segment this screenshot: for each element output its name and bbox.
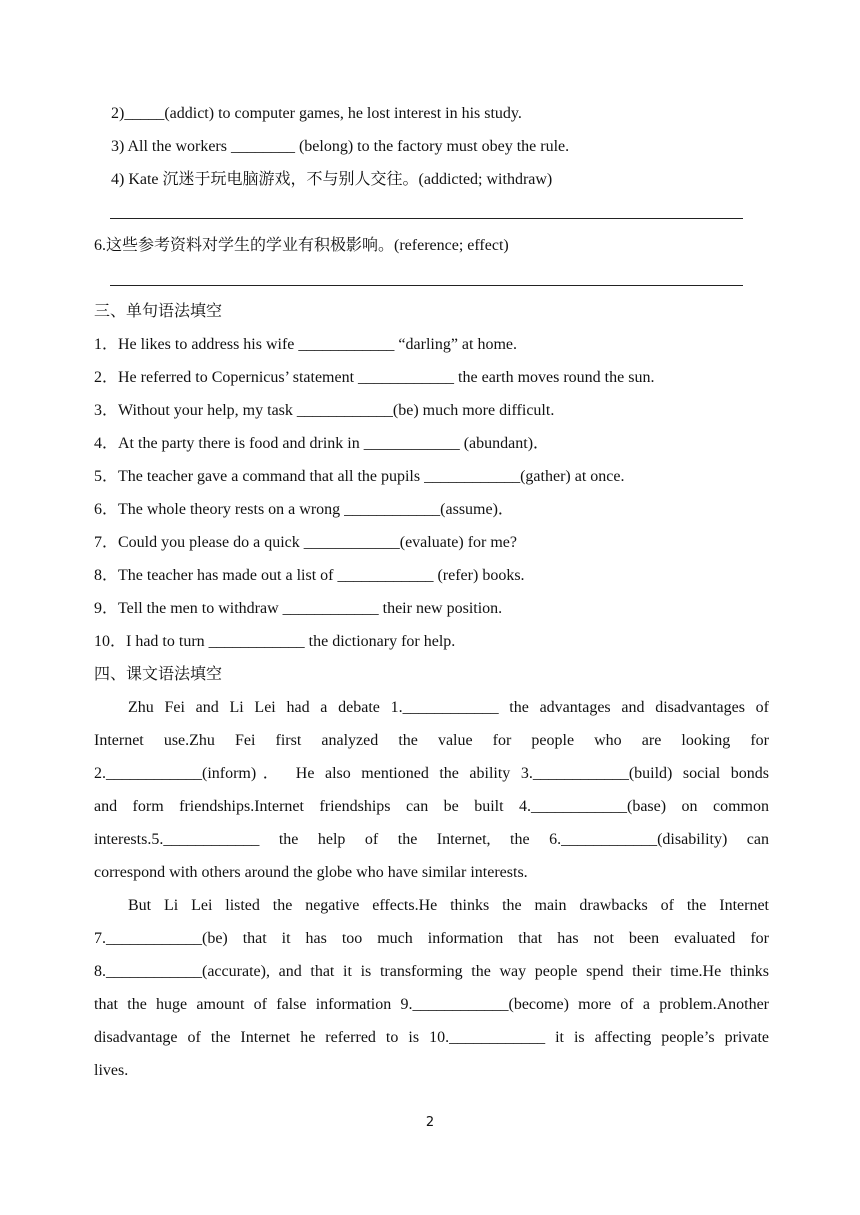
- fill-item-2: 2．He referred to Copernicus’ statement ____________ the earth moves round the sun.: [94, 369, 655, 386]
- fill-item-3: 3．Without your help, my task ____________(be) much more difficult.: [94, 402, 555, 419]
- page-number: 2: [425, 1115, 435, 1130]
- section-3-heading: 三、单句语法填空: [94, 303, 223, 320]
- fill-item-10: 10．I had to turn ____________ the dictionary for help.: [94, 633, 456, 650]
- exercise-item-2: 2)_____(addict) to computer games, he lost interest in his study.: [111, 105, 522, 122]
- passage-line: that the huge amount of false information 9.____________(become) more of a problem.Another: [94, 996, 769, 1013]
- exercise-item-4: 4) Kate 沉迷于玩电脑游戏，不与别人交往。(addicted; withdraw): [111, 171, 553, 188]
- passage-line: 7.____________(be) that it has too much information that has not been evaluated for: [94, 930, 769, 947]
- fill-item-4: 4．At the party there is food and drink in ____________ (abundant)．: [94, 435, 550, 452]
- passage-line: 2.____________(inform)． He also mentioned the ability 3.____________(build) social bonds: [94, 765, 769, 782]
- passage-line: But Li Lei listed the negative effects.He thinks the main drawbacks of the Internet: [128, 897, 769, 914]
- passage-line: correspond with others around the globe who have similar interests.: [94, 864, 528, 881]
- passage-line: interests.5.____________ the help of the Internet, the 6.____________(disability) can: [94, 831, 769, 848]
- fill-item-1: 1．He likes to address his wife ____________ “darling” at home.: [94, 336, 518, 353]
- passage-line: Zhu Fei and Li Lei had a debate 1.____________ the advantages and disadvantages of: [128, 699, 769, 716]
- passage-line: Internet use.Zhu Fei first analyzed the value for people who are looking for: [94, 732, 769, 749]
- passage-paragraph-2: [94, 896, 769, 1094]
- fill-item-5: 5．The teacher gave a command that all the pupils ____________(gather) at once.: [94, 468, 625, 485]
- answer-line: [110, 285, 743, 286]
- fill-item-7: 7．Could you please do a quick ____________(evaluate) for me?: [94, 534, 518, 551]
- passage-line: disadvantage of the Internet he referred to is 10.____________ it is affecting people’s private: [94, 1029, 769, 1046]
- fill-item-9: 9．Tell the men to withdraw ____________ their new position.: [94, 600, 503, 617]
- exercise-item-6: 6.这些参考资料对学生的学业有积极影响。(reference; effect): [94, 237, 509, 254]
- passage-line: lives.: [94, 1062, 129, 1079]
- passage-paragraph-1: [94, 698, 769, 896]
- passage-line: 8.____________(accurate), and that it is transforming the way people spend their time.He thinks: [94, 963, 769, 980]
- fill-item-6: 6．The whole theory rests on a wrong ____________(assume)．: [94, 501, 514, 518]
- passage-line: and form friendships.Internet friendships can be built 4.____________(base) on common: [94, 798, 769, 815]
- section-4-heading: 四、课文语法填空: [94, 666, 223, 683]
- answer-line: [110, 218, 743, 219]
- fill-item-8: 8．The teacher has made out a list of ____________ (refer) books.: [94, 567, 525, 584]
- exercise-item-3: 3) All the workers ________ (belong) to the factory must obey the rule.: [111, 138, 570, 155]
